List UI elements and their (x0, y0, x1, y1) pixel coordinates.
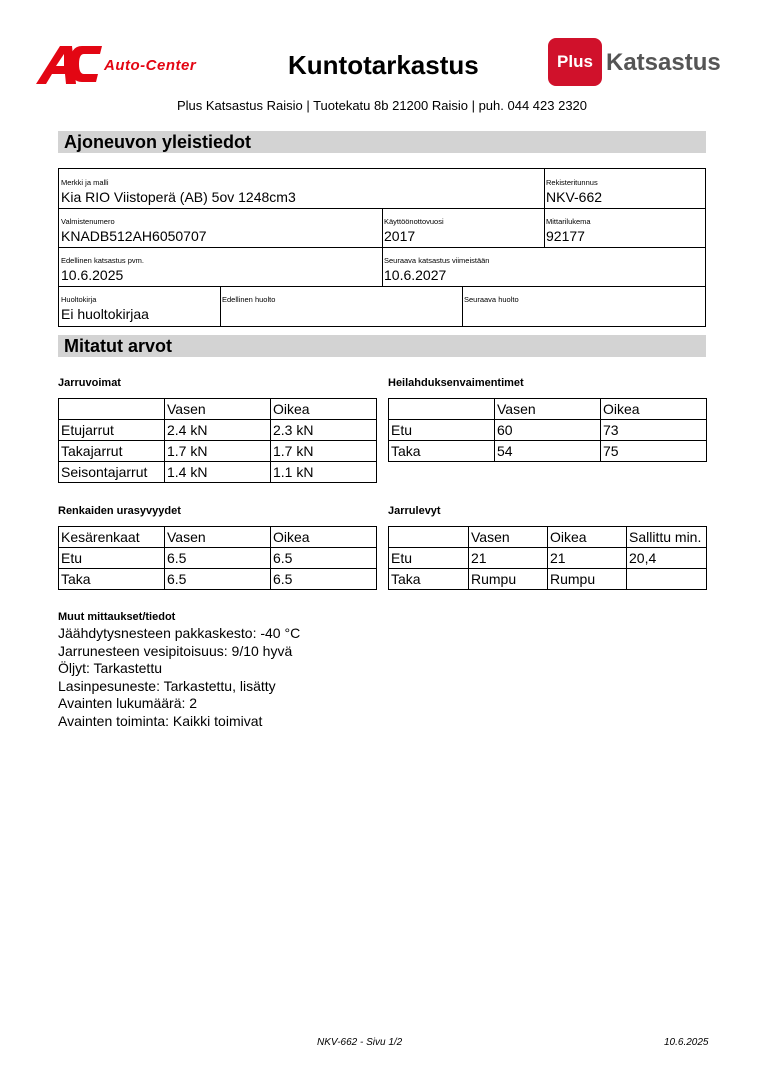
field-first-use-year (382, 208, 544, 247)
auto-center-logo-text: Auto-Center (104, 57, 197, 74)
table-header-row (59, 399, 377, 420)
document-title: Kuntotarkastus (288, 50, 479, 80)
table-cell: 1.7 kN (271, 441, 377, 462)
table-cell: Taka (389, 441, 495, 462)
table-header-row (389, 527, 707, 548)
tire-depths-title: Renkaiden urasyvyydet (58, 505, 181, 517)
table-row (59, 548, 377, 569)
brake-forces-title: Jarruvoimat (58, 377, 121, 389)
table-cell: Oikea (548, 527, 627, 548)
table-cell: 21 (548, 548, 627, 569)
auto-center-logo (36, 44, 226, 86)
table-cell: 2.3 kN (271, 420, 377, 441)
table-cell: 20,4 (627, 548, 707, 569)
brake-forces-table (58, 398, 377, 483)
field-label: Edellinen katsastus pvm. (61, 256, 144, 265)
shock-absorbers-table (388, 398, 707, 462)
other-measurements-list (58, 625, 300, 730)
list-item: Jarrunesteen vesipitoisuus: 9/10 hyvä (58, 642, 293, 659)
table-cell: 73 (601, 420, 707, 441)
table-row (59, 462, 377, 483)
table-row (389, 441, 707, 462)
vehicle-info-grid (58, 168, 706, 327)
field-make-model (59, 169, 544, 208)
field-label: Edellinen huolto (222, 295, 276, 304)
field-label: Seuraava huolto (464, 295, 519, 304)
field-label: Huoltokirja (61, 295, 97, 304)
table-cell: Oikea (271, 527, 377, 548)
list-item: Öljyt: Tarkastettu (58, 660, 163, 676)
field-value: 92177 (546, 228, 585, 244)
table-cell: 21 (469, 548, 548, 569)
field-label: Mittarilukema (546, 217, 591, 226)
list-item: Avainten toiminta: Kaikki toimivat (58, 712, 263, 729)
table-cell: 60 (495, 420, 601, 441)
field-value: Ei huoltokirjaa (61, 306, 149, 322)
footer-page-info: NKV-662 - Sivu 1/2 (317, 1037, 403, 1048)
field-value: NKV-662 (546, 189, 603, 205)
table-row (389, 569, 707, 590)
table-cell: 1.1 kN (271, 462, 377, 483)
other-measurements-title: Muut mittaukset/tiedot (58, 611, 176, 623)
plus-badge-text: Plus (557, 52, 593, 71)
field-prev-inspection (59, 247, 382, 286)
table-cell: Rumpu (548, 569, 627, 590)
table-row (389, 420, 707, 441)
contact-line: Plus Katsastus Raisio | Tuotekatu 8b 21200 Raisio | puh. 044 423 2320 (176, 98, 588, 113)
table-cell: 2.4 kN (165, 420, 271, 441)
table-cell (389, 527, 469, 548)
table-row (59, 441, 377, 462)
table-cell: Takajarrut (59, 441, 165, 462)
table-cell: Etu (389, 420, 495, 441)
katsastus-brand-text: Katsastus (606, 49, 721, 76)
field-value: 10.6.2027 (384, 267, 447, 283)
field-value: 10.6.2025 (61, 267, 124, 283)
field-value: Kia RIO Viistoperä (AB) 5ov 1248cm3 (61, 189, 296, 205)
field-next-service (462, 286, 705, 326)
section-measured-values-heading: Mitatut arvot (58, 335, 706, 357)
table-cell: 1.4 kN (165, 462, 271, 483)
tire-depths-table (58, 526, 377, 590)
table-cell: Etu (389, 548, 469, 569)
field-label: Valmistenumero (61, 217, 115, 226)
field-service-book (59, 286, 220, 326)
table-cell: Sallittu min. (627, 527, 707, 548)
plus-katsastus-logo (548, 38, 728, 88)
field-label: Rekisteritunnus (546, 178, 598, 187)
table-cell: 1.7 kN (165, 441, 271, 462)
table-row (389, 548, 707, 569)
brake-discs-title: Jarrulevyt (388, 505, 441, 517)
shock-absorbers-title: Heilahduksenvaimentimet (388, 377, 524, 389)
table-cell: Vasen (165, 399, 271, 420)
table-cell (389, 399, 495, 420)
table-cell: Oikea (601, 399, 707, 420)
field-value: 2017 (384, 228, 416, 244)
table-cell: 75 (601, 441, 707, 462)
field-label: Käyttöönottovuosi (384, 217, 444, 226)
footer-date: 10.6.2025 (664, 1037, 709, 1048)
field-vin (59, 208, 382, 247)
field-prev-service (220, 286, 462, 326)
table-cell: 6.5 (165, 569, 271, 590)
table-row (59, 420, 377, 441)
table-cell (59, 399, 165, 420)
field-registration (544, 169, 705, 208)
plus-badge (548, 38, 602, 86)
section-vehicle-info-heading: Ajoneuvon yleistiedot (58, 131, 706, 153)
table-cell: Vasen (469, 527, 548, 548)
list-item: Jäähdytysnesteen pakkaskesto: -40 °C (58, 625, 301, 641)
table-cell: 54 (495, 441, 601, 462)
table-cell: Seisontajarrut (59, 462, 165, 483)
auto-center-logo-mark (36, 44, 102, 84)
table-cell: Etu (59, 548, 165, 569)
field-odometer (544, 208, 705, 247)
table-cell: Rumpu (469, 569, 548, 590)
table-cell: 6.5 (165, 548, 271, 569)
table-cell: 6.5 (271, 548, 377, 569)
field-label: Seuraava katsastus viimeistään (384, 256, 490, 265)
table-row (59, 569, 377, 590)
table-cell: 6.5 (271, 569, 377, 590)
table-cell: Taka (389, 569, 469, 590)
table-cell: Etujarrut (59, 420, 165, 441)
table-cell: Kesärenkaat (59, 527, 165, 548)
field-value: KNADB512AH6050707 (61, 228, 207, 244)
table-header-row (59, 527, 377, 548)
table-cell: Vasen (495, 399, 601, 420)
brake-discs-table (388, 526, 707, 590)
field-label: Merkki ja malli (61, 178, 109, 187)
table-header-row (389, 399, 707, 420)
list-item: Lasinpesuneste: Tarkastettu, lisätty (58, 677, 276, 694)
field-next-inspection (382, 247, 705, 286)
table-cell (627, 569, 707, 590)
table-cell: Oikea (271, 399, 377, 420)
table-cell: Vasen (165, 527, 271, 548)
table-cell: Taka (59, 569, 165, 590)
list-item: Avainten lukumäärä: 2 (58, 695, 198, 711)
